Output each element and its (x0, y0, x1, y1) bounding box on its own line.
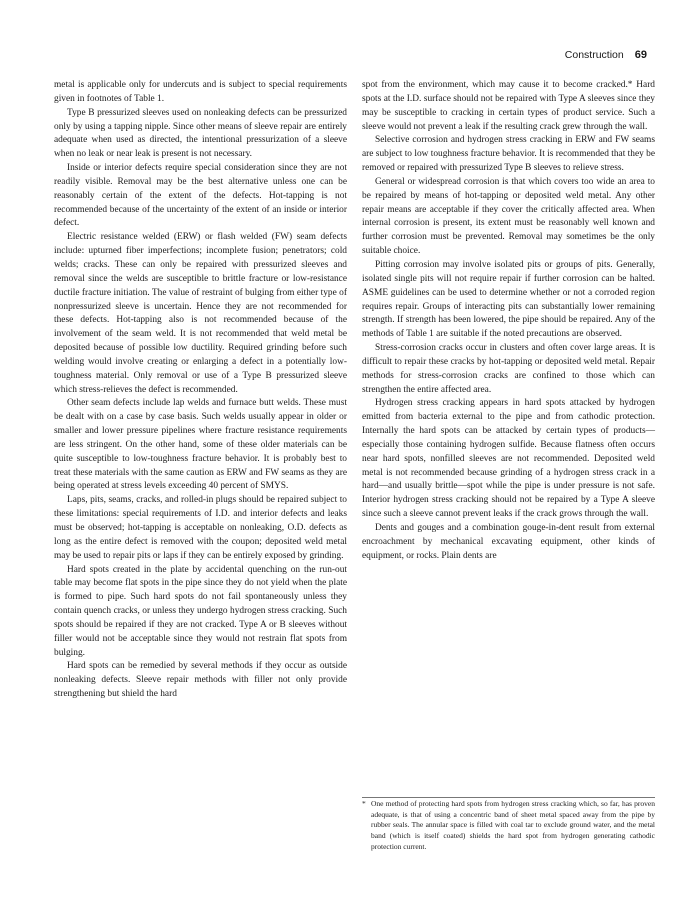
footnote-text: One method of protecting hard spots from hydrogen stress cracking which, so far, has proven adequate, is that of using a concentric band of sheet metal spaced away from the pipe by rubber seals. The annular space is filled with coal tar to exclude ground water, and the metal band (which is itself coated) shields the hard spot from hydrogen generating cathodic protection current. (371, 799, 655, 851)
paragraph: Electric resistance welded (ERW) or flash welded (FW) seam defects include: upturned fiber imperfections; incomplete fusion; penetrators; cold welds; cracks. These can only be repaired with pressurized sleeves and removal since the welds are susceptible to brittle fracture or low-resistance ductile fracture initiation. The value of restraint of bulging from either type of nonpressurized sleeve is uncertain. Hence they are not recommended for these defects. Hot-tapping also is not recommended because of the involvement of the seam weld. It is not recommended that weld metal be deposited because of possible low ductility. Required grinding before such welding would involve creating or enlarging a defect in a potentially low-toughness material. Only removal or use of a Type B pressurized sleeve which stress-relieves the defect is recommended. (54, 232, 347, 395)
paragraph: Laps, pits, seams, cracks, and rolled-in plugs should be repaired subject to these limitations: special requirements of I.D. and interior defects and leaks must be observed; hot-tapping is acceptable on nonleaking, O.D. defects as long as the entire defect is removed with the coupon; deposited weld metal may be used to repair pits or laps if they can be entirely exposed by grinding. (54, 495, 347, 561)
paragraph: spot from the environment, which may cause it to become cracked.* Hard spots at the I.D. surface should not be repaired with Type A sleeves since they may be susceptible to cracking in certain types of product service. Such a sleeve would not prevent a leak if the resulting crack grew through the wall. (362, 80, 655, 132)
paragraph: Hydrogen stress cracking appears in hard spots attacked by hydrogen emitted from bacteria external to the pipe and from cathodic protection. Internally the hard spots can be attacked by certain types of products—especially those containing hydrogen sulfide. Because flatness often occurs near hard spots, nonfilled sleeves are not recommended. Deposited weld metal is not recommended because grinding of a hydrogen stress crack in a hard—and usually brittle—spot while the pipe is under pressure is not safe. Interior hydrogen stress cracking should not be repaired by a Type A sleeve since such a sleeve cannot prevent leaks if the crack grows through the wall. (362, 398, 655, 520)
paragraph: Pitting corrosion may involve isolated pits or groups of pits. Generally, isolated single pits will not require repair if further corrosion can be halted. ASME guidelines can be used to determine whether or not a corroded region requires repair. Groups of interacting pits can substantially lower remaining strength. If strength has been lowered, the pipe should be repaired. Any of the methods of Table 1 are suitable if the noted precautions are observed. (362, 259, 655, 340)
paragraph: Other seam defects include lap welds and furnace butt welds. These must be dealt with on a case by case basis. Such welds usually appear in older or smaller and lower pressure pipelines where fracture resistance requirements are less stringent. On the other hand, some of these older materials can be quite susceptible to low-toughness fracture behavior. It is probably best to treat these materials with the same caution as ERW and FW seams as they are being operated at stress levels exceeding 40 percent of SMYS. (54, 398, 347, 492)
section-title: Construction (564, 49, 624, 61)
paragraph: Selective corrosion and hydrogen stress cracking in ERW and FW seams are subject to low toughness fracture behavior. It is recommended that they be removed or repaired with pressurized Type B sleeves to relieve stress. (362, 135, 655, 174)
paragraph: metal is applicable only for undercuts and is subject to special requirements given in footnotes of Table 1. (54, 80, 347, 104)
footnote (362, 799, 655, 853)
running-header (565, 49, 647, 61)
footnote-marker: * (362, 799, 366, 808)
paragraph: Hard spots can be remedied by several methods if they occur as outside nonleaking defects. Sleeve repair methods with filler not only provide strengthening but shield the hard (54, 661, 347, 700)
right-column (362, 79, 655, 564)
paragraph: General or widespread corrosion is that which covers too wide an area to be repaired by means of hot-tapping or deposited weld metal. Any other repair means are acceptable if they cover the critically affected area. When internal corrosion is present, its extent must be reasonably well known and further corrosion must be prevented. Removal may sometimes be the only suitable choice. (362, 176, 655, 257)
left-column (54, 79, 347, 702)
paragraph: Type B pressurized sleeves used on nonleaking defects can be pressurized only by using a tapping nipple. Since other means of sleeve repair are entirely adequate when used as directed, the intentional pressurization of a sleeve when no leak or near leak is present is not necessary. (54, 107, 347, 160)
paragraph: Hard spots created in the plate by accidental quenching on the run-out table may become flat spots in the pipe since they do not yield when the plate is formed to pipe. Such hard spots do not fail spontaneously unless they contain quench cracks, or unless they undergo hydrogen stress cracking. Such spots should be repaired if they are not cracked. Type A or B sleeves without filler would not be acceptable since they would not restrain flat spots from bulging. (54, 564, 347, 658)
paragraph: Inside or interior defects require special consideration since they are not readily visible. Removal may be the best alternative unless one can be reasonably certain of the extent of the defects. Hot-tapping is not recommended because of the uncertainty of the extent of an inside or interior defect. (54, 163, 347, 229)
paragraph: Dents and gouges and a combination gouge-in-dent result from external encroachment by mechanical excavating equipment, other kinds of equipment, or rocks. Plain dents are (362, 523, 655, 561)
page-number: 69 (634, 49, 647, 61)
footnote-divider (362, 797, 655, 798)
paragraph: Stress-corrosion cracks occur in clusters and often cover large areas. It is difficult to repair these cracks by hot-tapping or deposited weld metal. Repair methods for stress-corrosion cracks are confined to those which can strengthen the entire affected area. (362, 343, 655, 395)
